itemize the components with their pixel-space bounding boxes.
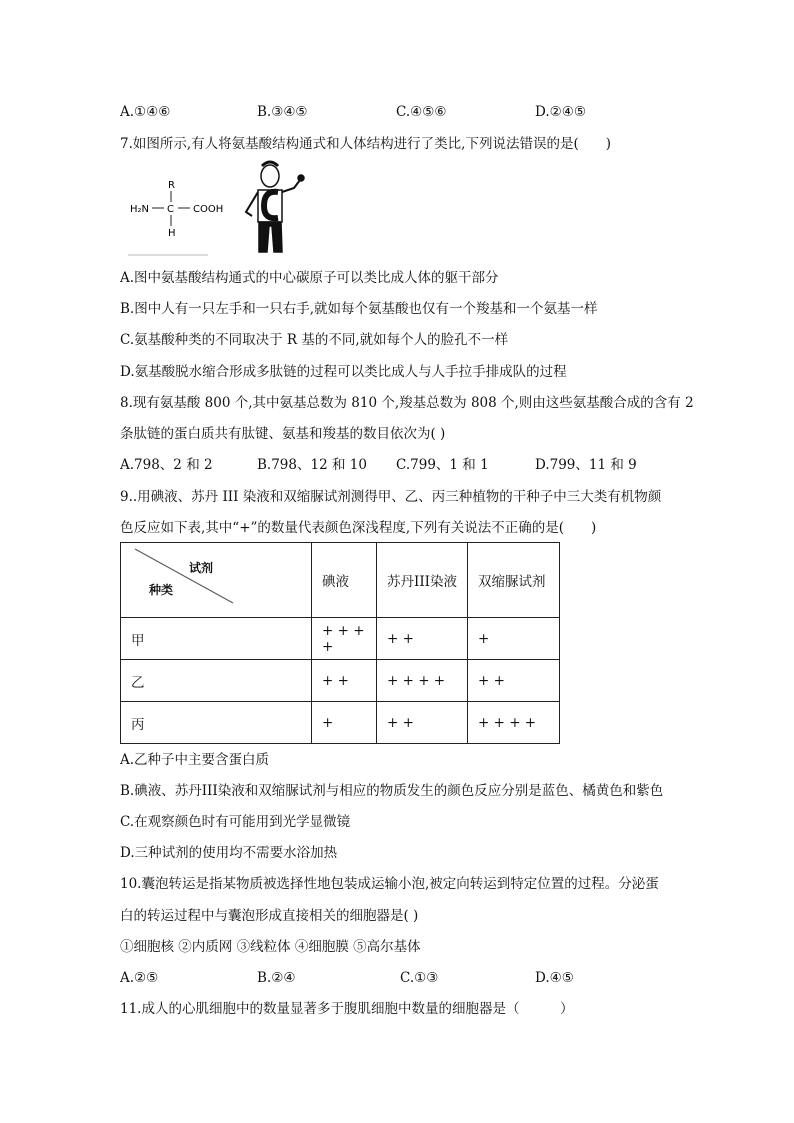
- table-header: 苏丹III染液: [377, 543, 468, 618]
- q10-stem-line2: 白的转运过程中与囊泡形成直接相关的细胞器是( ): [120, 908, 419, 924]
- q10-option-b: B.②④: [257, 970, 296, 986]
- fig-amine-label: H₂N: [130, 204, 150, 215]
- fig-h-label: H: [168, 228, 176, 239]
- q10-stem-line1: 10.囊泡转运是指某物质被选择性地包装成运输小泡,被定向转运到特定位置的过程。分泌蛋: [120, 876, 659, 892]
- q6-option-c: C.④⑤⑥: [396, 104, 447, 120]
- q10-option-c: C.①③: [400, 970, 439, 986]
- table-row: [121, 702, 560, 744]
- q9-stem-line1: 9..用碘液、苏丹 III 染液和双缩脲试剂测得甲、乙、丙三种植物的干种子中三大类有机物颜: [120, 489, 662, 505]
- table-cell: + + + +: [312, 618, 377, 660]
- reagent-table: [120, 542, 560, 744]
- q11-stem: 11.成人的心肌细胞中的数量显著多于腹肌细胞中数量的细胞器是（ ）: [120, 1001, 574, 1017]
- table-row-label: 乙: [121, 660, 312, 702]
- q8-option-a: A.798、2 和 2: [120, 457, 213, 473]
- q9-stem-line2: 色反应如下表,其中“+”的数量代表颜色深浅程度,下列有关说法不正确的是( ): [120, 520, 597, 536]
- q7-option-a: A.图中氨基酸结构通式的中心碳原子可以类比成人体的躯干部分: [120, 270, 499, 286]
- q8-stem-line2: 条肽链的蛋白质共有肽键、氨基和羧基的数目依次为( ): [120, 426, 446, 442]
- amino-acid-human-figure: [128, 160, 308, 260]
- q8-option-d: D.799、11 和 9: [535, 457, 637, 473]
- fig-carboxyl-label: COOH: [193, 204, 224, 215]
- q7-option-d: D.氨基酸脱水缩合形成多肽链的过程可以类比成人与人手拉手排成队的过程: [120, 364, 567, 380]
- table-row-label: 甲: [121, 618, 312, 660]
- q10-options: [120, 968, 680, 988]
- table-corner-cell: [121, 543, 312, 618]
- table-cell: + +: [377, 702, 468, 744]
- q6-option-b: B.③④⑤: [257, 104, 308, 120]
- q7-stem: 7.如图所示,有人将氨基酸结构通式和人体结构进行了类比,下列说法错误的是( ): [120, 136, 611, 152]
- q10-items: ①细胞核 ②内质网 ③线粒体 ④细胞膜 ⑤高尔基体: [120, 939, 421, 955]
- q9-option-d: D.三种试剂的使用均不需要水浴加热: [120, 845, 338, 861]
- amino-acid-structure-diagram: [128, 160, 308, 260]
- table-header: 双缩脲试剂: [468, 543, 560, 618]
- q8-options: [120, 455, 680, 475]
- diagonal-line: [121, 543, 311, 617]
- q8-option-c: C.799、1 和 1: [396, 457, 489, 473]
- table-cell: + + + +: [468, 702, 560, 744]
- q8-stem-line1: 8.现有氨基酸 800 个,其中氨基总数为 810 个,羧基总数为 808 个,则由这些氨基酸合成的含有 2: [120, 395, 694, 411]
- table-cell: +: [312, 702, 377, 744]
- q7-option-c: C.氨基酸种类的不同取决于 R 基的不同,就如每个人的脸孔不一样: [120, 332, 509, 348]
- q6-option-a: A.①④⑥: [120, 104, 171, 120]
- q6-option-d: D.②④⑤: [535, 104, 586, 120]
- fig-carbon-label: C: [167, 204, 174, 215]
- table-cell: + +: [468, 660, 560, 702]
- corner-bottom-label: 种类: [149, 583, 174, 597]
- table-header: 碘液: [312, 543, 377, 618]
- table-row: [121, 660, 560, 702]
- human-figure-icon: [246, 162, 304, 252]
- table-cell: + + + +: [377, 660, 468, 702]
- q9-option-c: C.在观察颜色时有可能用到光学显微镜: [120, 814, 351, 830]
- table-row: [121, 618, 560, 660]
- table-cell: + +: [377, 618, 468, 660]
- fig-r-label: R: [168, 180, 175, 191]
- q7-option-b: B.图中人有一只左手和一只右手,就如每个氨基酸也仅有一个羧基和一个氨基一样: [120, 301, 598, 317]
- corner-top-label: 试剂: [189, 561, 214, 575]
- q10-option-d: D.④⑤: [535, 970, 574, 986]
- q10-option-a: A.②⑤: [120, 970, 159, 986]
- q9-option-b: B.碘液、苏丹III染液和双缩脲试剂与相应的物质发生的颜色反应分别是蓝色、橘黄色和紫色: [120, 783, 664, 799]
- table-row-label: 丙: [121, 702, 312, 744]
- q8-option-b: B.798、12 和 10: [257, 457, 367, 473]
- table-cell: + +: [312, 660, 377, 702]
- table-cell: +: [468, 618, 560, 660]
- q6-options: [120, 102, 680, 122]
- q9-option-a: A.乙种子中主要含蛋白质: [120, 752, 270, 768]
